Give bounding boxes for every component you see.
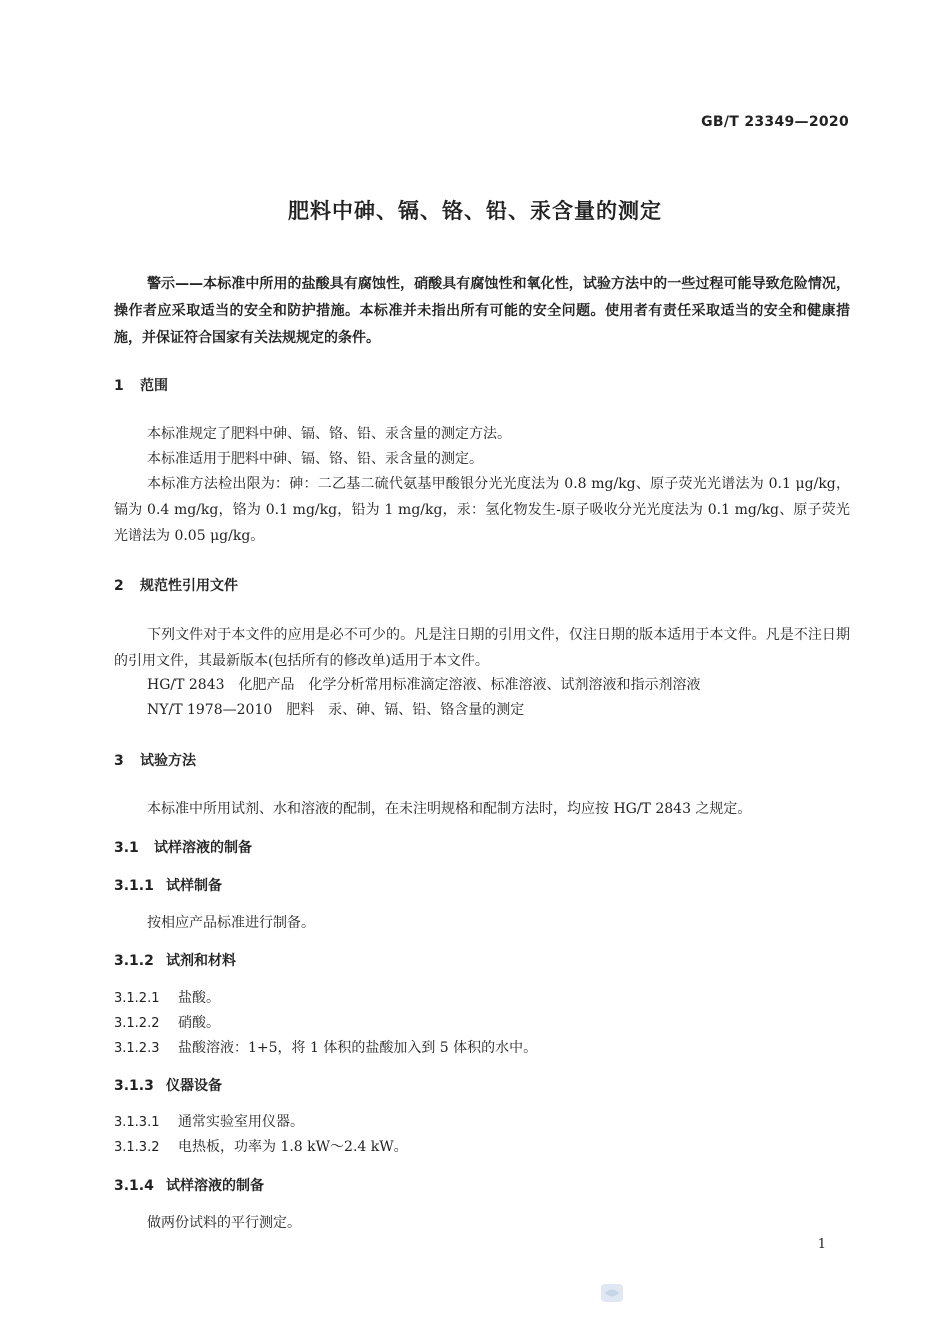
list-item [114,1136,408,1156]
item-number: 3.1.2.1 [114,991,160,1006]
section-title: 规范性引用文件 [140,578,238,594]
section-number: 3 [114,753,124,769]
subsection-title: 试样制备 [166,878,222,894]
list-item [114,987,220,1007]
section-1-paragraph-1: 本标准规定了肥料中砷、镉、铬、铅、汞含量的测定方法。 [147,426,511,442]
section-1-paragraph-3: 本标准方法检出限为：砷：二乙基二硫代氨基甲酸银分光光度法为 0.8 mg/kg、原子荧光光谱法为 0.1 μg/kg，镉为 0.4 mg/kg，铬为 0.1 mg/kg，铅为 1 mg/kg，汞：氢化物发生-原子吸收分光光度法为 0.1 mg/kg、原子荧光光谱法为 0.05 μg/kg。 [114,476,850,544]
list-item [114,1037,537,1057]
item-text: 硝酸。 [178,1015,220,1031]
list-item [114,1012,220,1032]
section-number: 2 [114,578,124,594]
document-title: 肥料中砷、镉、铬、铅、汞含量的测定 [288,199,662,223]
subsection-title: 试剂和材料 [166,953,236,969]
item-text: 通常实验室用仪器。 [178,1114,304,1130]
section-number: 1 [114,378,124,394]
subsection-3-1-4-text: 做两份试料的平行测定。 [147,1215,301,1231]
standard-number: GB/T 23349—2020 [701,114,849,130]
subsection-3-1-1-heading [114,875,222,895]
item-number: 3.1.3.2 [114,1140,160,1155]
section-3-paragraph-1: 本标准中所用试剂、水和溶液的配制，在未注明规格和配制方法时，均应按 HG/T 2843 之规定。 [147,801,752,817]
section-1-heading [114,375,168,395]
sac-watermark-icon [599,1280,625,1306]
section-2-heading [114,575,238,595]
section-3-heading [114,750,196,770]
subsection-title: 试样溶液的制备 [154,840,252,856]
subsection-3-1-2-heading [114,950,236,970]
warning-paragraph: 警示——本标准中所用的盐酸具有腐蚀性，硝酸具有腐蚀性和氧化性，试验方法中的一些过程可能导致危险情况，操作者应采取适当的安全和防护措施。本标准并未指出所有可能的安全问题。使用者有责任采取适当的安全和健康措施，并保证符合国家有关法规规定的条件。 [114,276,850,346]
subsection-number: 3.1.3 [114,1078,154,1094]
section-2-paragraph-1: 下列文件对于本文件的应用是必不可少的。凡是注日期的引用文件，仅注日期的版本适用于本文件。凡是不注日期的引用文件，其最新版本(包括所有的修改单)适用于本文件。 [114,627,850,669]
subsection-title: 仪器设备 [166,1078,222,1094]
subsection-3-1-heading [114,837,252,857]
normative-reference: NY/T 1978—2010 肥料 汞、砷、镉、铅、铬含量的测定 [147,702,525,718]
item-text: 盐酸溶液：1+5，将 1 体积的盐酸加入到 5 体积的水中。 [178,1040,538,1056]
subsection-number: 3.1.1 [114,878,154,894]
normative-reference: HG/T 2843 化肥产品 化学分析常用标准滴定溶液、标准溶液、试剂溶液和指示剂溶液 [147,677,701,693]
section-title: 试验方法 [140,753,196,769]
subsection-title: 试样溶液的制备 [166,1178,264,1194]
subsection-3-1-4-heading [114,1175,264,1195]
list-item [114,1111,304,1131]
item-number: 3.1.3.1 [114,1115,160,1130]
section-title: 范围 [140,378,168,394]
subsection-number: 3.1.4 [114,1178,154,1194]
item-text: 盐酸。 [178,990,220,1006]
item-text: 电热板，功率为 1.8 kW～2.4 kW。 [178,1139,408,1155]
subsection-number: 3.1.2 [114,953,154,969]
subsection-3-1-3-heading [114,1075,222,1095]
item-number: 3.1.2.2 [114,1016,160,1031]
item-number: 3.1.2.3 [114,1041,160,1056]
page-number: 1 [817,1237,826,1252]
subsection-3-1-1-text: 按相应产品标准进行制备。 [147,915,315,931]
subsection-number: 3.1 [114,840,139,856]
section-1-paragraph-2: 本标准适用于肥料中砷、镉、铬、铅、汞含量的测定。 [147,451,483,467]
